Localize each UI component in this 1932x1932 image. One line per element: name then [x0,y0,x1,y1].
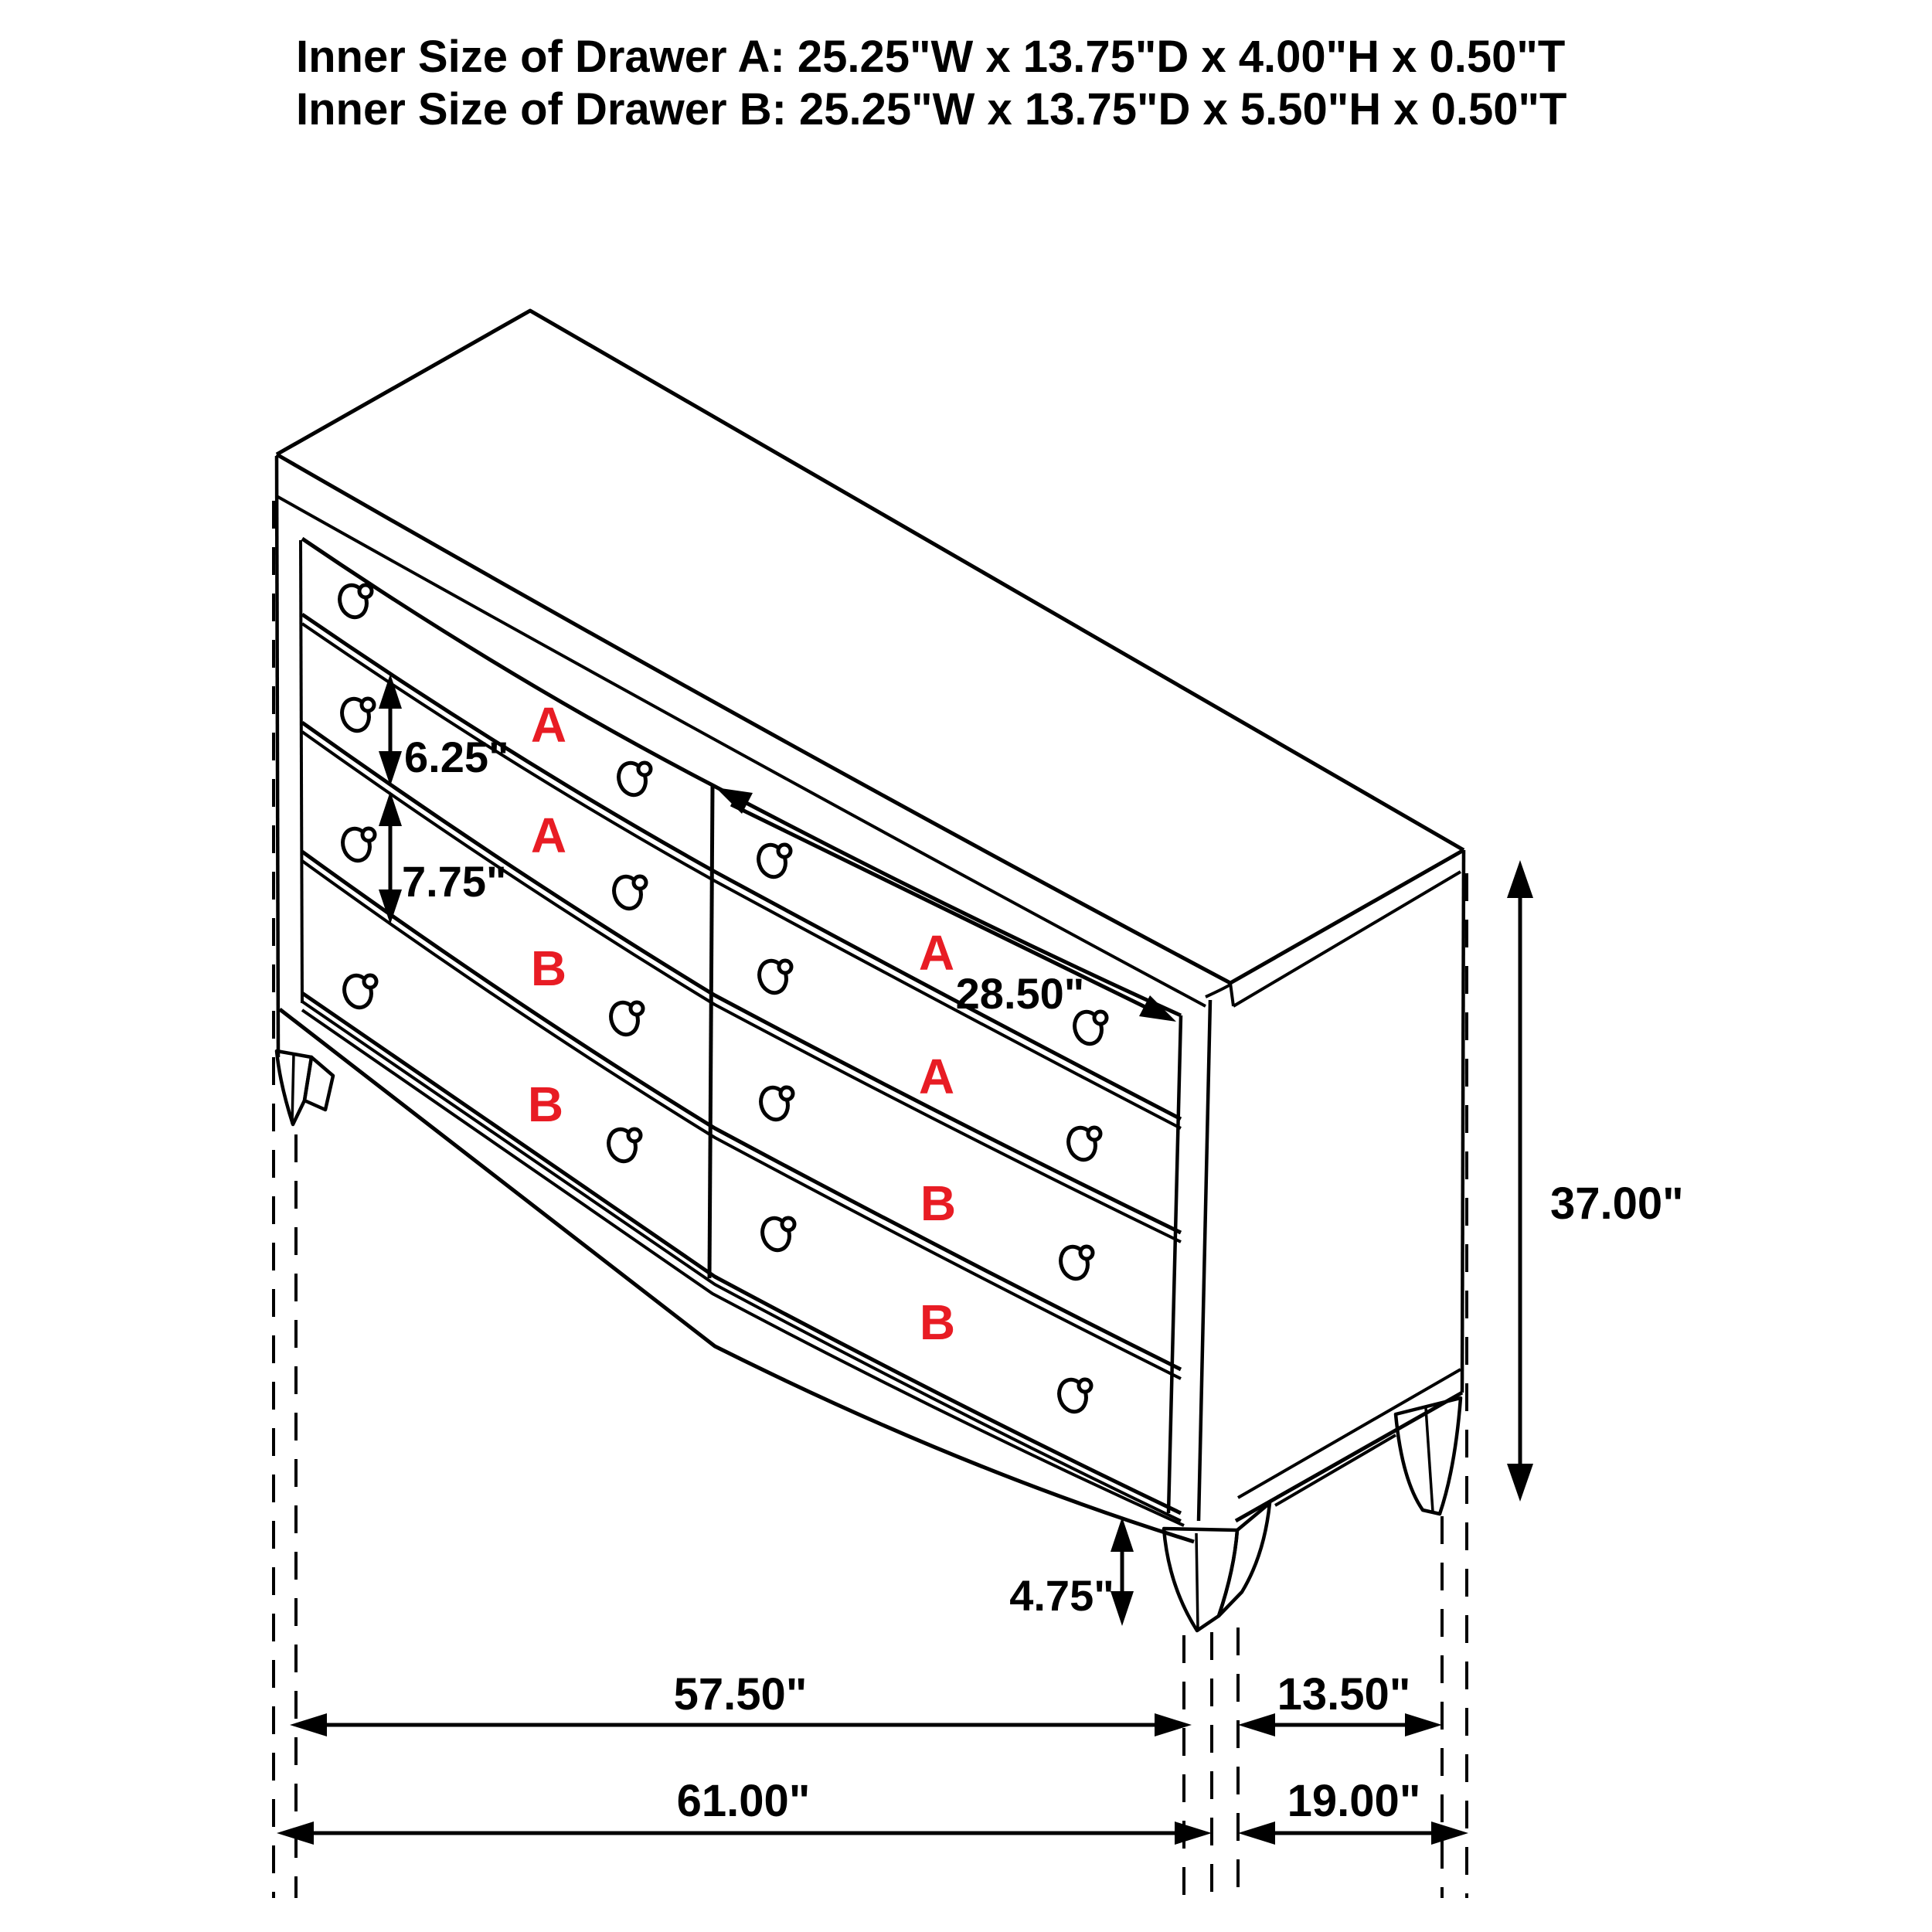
side-apron-edge [1275,1435,1396,1505]
knob-icon [610,873,646,912]
front-left-leg-side [304,1057,333,1110]
front-right-leg [1164,1529,1237,1631]
arrowhead-right-icon [1155,1713,1192,1736]
dimension-label-overall-height: 37.00" [1550,1179,1684,1229]
dimension-leg-height [1009,1517,1134,1626]
dimension-label-drawer-width: 28.50" [955,969,1085,1018]
dimension-overall-width [277,1776,1212,1845]
drawer4-bottom-upper [302,993,1181,1513]
arrowhead-right-icon [1175,1821,1212,1845]
drawer-letter: A [530,808,567,863]
side-back-edge [1462,850,1464,1393]
drawer4-bottom-lower [302,1002,1181,1521]
knob-icon [1064,1124,1100,1163]
knob-icon [335,582,372,621]
top-face-right-edge [1230,850,1464,983]
knob-icon [1055,1376,1091,1415]
header [296,32,1566,134]
drawer-letter: A [918,1049,955,1104]
left-stile-inner-edge [301,540,302,1003]
drawer-letter: B [527,1077,564,1132]
knob-icon [614,760,651,798]
knob-icon [607,999,643,1038]
drawer-letter: A [530,697,567,753]
dimension-label-overall-width: 61.00" [676,1776,811,1826]
top-slab-corner-edge [1230,983,1233,1006]
dresser-side-panel [1236,850,1464,1521]
arrowhead-upleft-icon [716,787,753,814]
arrowhead-up-icon [1507,860,1533,898]
drawer-letter: A [918,925,955,981]
knob-icon [338,825,375,864]
center-divider [709,785,713,1278]
drawer-letter: B [919,1294,956,1350]
dimension-side-leg-span [1238,1669,1442,1736]
arrowhead-left-icon [1238,1713,1275,1736]
dimension-drawer-b-height [379,791,507,924]
right-stile-inner-edge [1168,1015,1181,1513]
dimension-overall-depth [1238,1776,1468,1845]
dimension-front-leg-span [290,1669,1192,1736]
knob-icon [338,696,374,734]
header-line-drawer-a: Inner Size of Drawer A: 25.25"W x 13.75"D x 4.00"H x 0.50"T [296,32,1566,82]
dimension-label-leg-height: 4.75" [1009,1571,1114,1620]
arrowhead-down-icon [1507,1464,1533,1502]
dimension-label-drawer-b-height: 7.75" [402,857,507,906]
dimension-label-side-leg-span: 13.50" [1277,1669,1411,1719]
front-left-corner-edge [277,456,278,1057]
arrowhead-up-icon [379,791,402,826]
front-right-leg-side [1219,1503,1270,1616]
top-slab-side-bottom-edge [1233,872,1461,1006]
arrowhead-left-icon [1238,1821,1275,1845]
header-line-drawer-b: Inner Size of Drawer B: 25.25"W x 13.75"D x 5.50"H x 0.50"T [296,84,1567,134]
knob-icon [758,1215,794,1253]
back-right-leg-crease [1426,1408,1433,1512]
front-right-corner-round [1206,985,1230,997]
dimension-label-overall-depth: 19.00" [1287,1776,1421,1826]
knob-icon [757,1084,793,1123]
knob-icon [604,1126,641,1165]
dresser-legs [277,1051,1461,1631]
dimension-drawer-a-height [379,674,509,786]
knob-icon [755,957,791,996]
right-stile-outer-edge [1199,1000,1210,1521]
knob-icon [340,972,376,1011]
knob-icon [1056,1243,1093,1282]
drawer-letter: B [530,940,567,996]
knob-icon [754,842,791,880]
front-right-leg-crease [1196,1533,1198,1629]
dimension-overall-height [1507,860,1684,1502]
drawer-letter: B [920,1175,957,1231]
front-left-leg-crease [292,1054,294,1124]
dimension-label-front-leg-span: 57.50" [673,1669,808,1719]
arrowhead-right-icon [1431,1821,1468,1845]
dimension-label-drawer-a-height: 6.25" [404,733,509,781]
